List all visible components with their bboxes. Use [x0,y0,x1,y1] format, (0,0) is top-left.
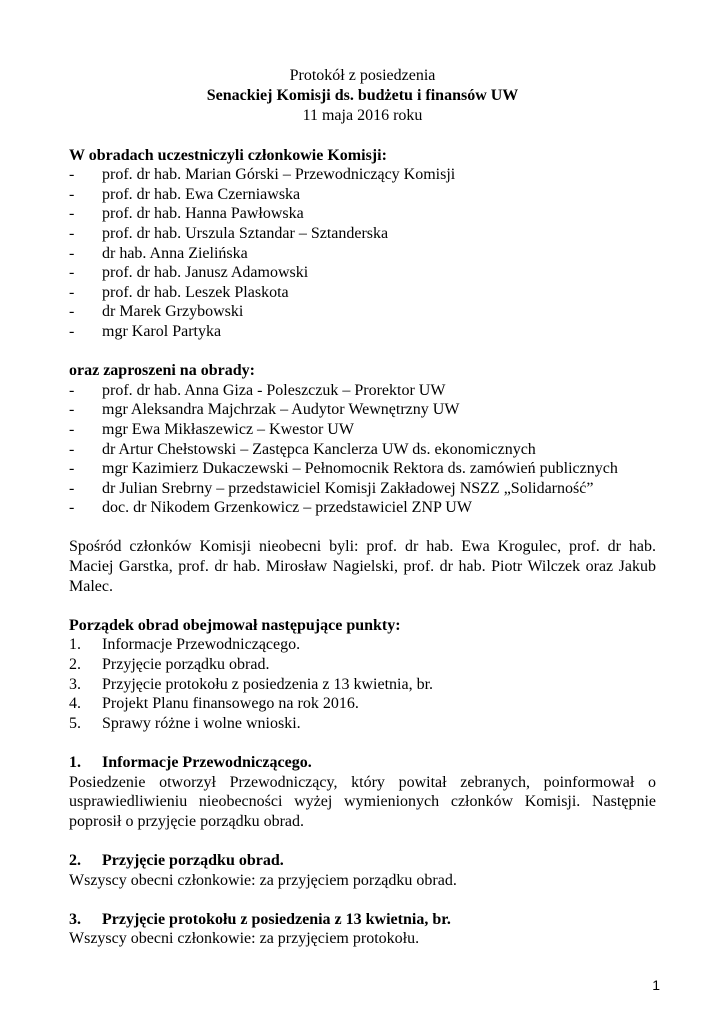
invited-heading: oraz zaproszeni na obrady: [69,362,255,380]
list-item: - mgr Ewa Mikłaszewicz – Kwestor UW [69,420,354,438]
invited-list [69,381,656,518]
section-heading: 1. Informacje Przewodniczącego. [69,754,312,771]
list-item: - prof. dr hab. Marian Górski – Przewodniczący Komisji [69,166,456,184]
list-item: - prof. dr hab. Leszek Plaskota [69,283,289,301]
title-line-1: Protokół z posiedzenia [289,67,436,84]
spacer [69,342,656,362]
list-item: - dr Artur Chełstowski – Zastępca Kanclerza UW ds. ekonomicznych [69,440,536,458]
list-item: - mgr Kazimierz Dukaczewski – Pełnomocnik Rektora ds. zamówień publicznych [69,460,618,478]
page-number: 1 [652,977,660,993]
list-item: - mgr Aleksandra Majchrzak – Audytor Wewnętrzny UW [69,401,460,419]
spacer [69,518,656,538]
list-item: - dr Julian Srebrny – przedstawiciel Komisji Zakładowej NSZZ „Solidarność” [69,479,594,497]
agenda-list [69,635,656,733]
document-title [69,66,656,126]
list-item: - prof. dr hab. Janusz Adamowski [69,264,309,282]
section-heading: 3. Przyjęcie protokołu z posiedzenia z 13 kwietnia, br. [69,910,451,928]
section-body: Wszyscy obecni członkowie: za przyjęciem protokołu. [69,930,420,948]
list-item: - mgr Karol Partyka [69,322,222,340]
list-item: - doc. dr Nikodem Grzenkowicz – przedstawiciel ZNP UW [69,499,472,517]
list-item: 1. Informacje Przewodniczącego. [69,636,301,654]
list-item: - prof. dr hab. Urszula Sztandar – Sztanderska [69,224,389,242]
spacer [69,890,656,910]
list-item: - prof. dr hab. Ewa Czerniawska [69,185,301,203]
list-item: 2. Przyjęcie porządku obrad. [69,656,270,674]
list-item: 4. Projekt Planu finansowego na rok 2016. [69,695,359,713]
spacer [69,596,656,616]
spacer [69,733,656,753]
list-item: 5. Sprawy różne i wolne wnioski. [69,714,301,732]
section-body: Posiedzenie otworzył Przewodniczący, który powitał zebranych, poinformował o usprawiedliwieniu nieobecności wyżej wymienionych członków Komisji. Następnie poprosił o przyjęcie porządku obrad. [69,773,656,830]
attendees-list [69,165,656,341]
attendees-heading: W obradach uczestniczyli członkowie Komisji: [69,146,387,164]
list-item: - dr Marek Grzybowski [69,303,244,321]
list-item: 3. Przyjęcie protokołu z posiedzenia z 13 kwietnia, br. [69,675,434,693]
agenda-heading: Porządek obrad obejmował następujące punkty: [69,616,401,634]
list-item: - dr hab. Anna Zielińska [69,244,248,262]
section-heading: 2. Przyjęcie porządku obrad. [69,851,284,869]
spacer [69,831,656,851]
document-page [69,66,656,949]
list-item: - prof. dr hab. Hanna Pawłowska [69,205,304,223]
spacer [69,126,656,146]
title-line-2: Senackiej Komisji ds. budżetu i finansów UW [206,87,519,104]
list-item: - prof. dr hab. Anna Giza - Poleszczuk – Prorektor UW [69,381,446,399]
title-date: 11 maja 2016 roku [302,107,423,124]
section-body: Wszyscy obecni członkowie: za przyjęciem porządku obrad. [69,871,457,889]
absent-paragraph: Spośród członków Komisji nieobecni byli: prof. dr hab. Ewa Krogulec, prof. dr hab. Maciej Garstka, prof. dr hab. Mirosław Nagielski, prof. dr hab. Piotr Wilczek oraz Jakub Malec. [69,538,656,595]
